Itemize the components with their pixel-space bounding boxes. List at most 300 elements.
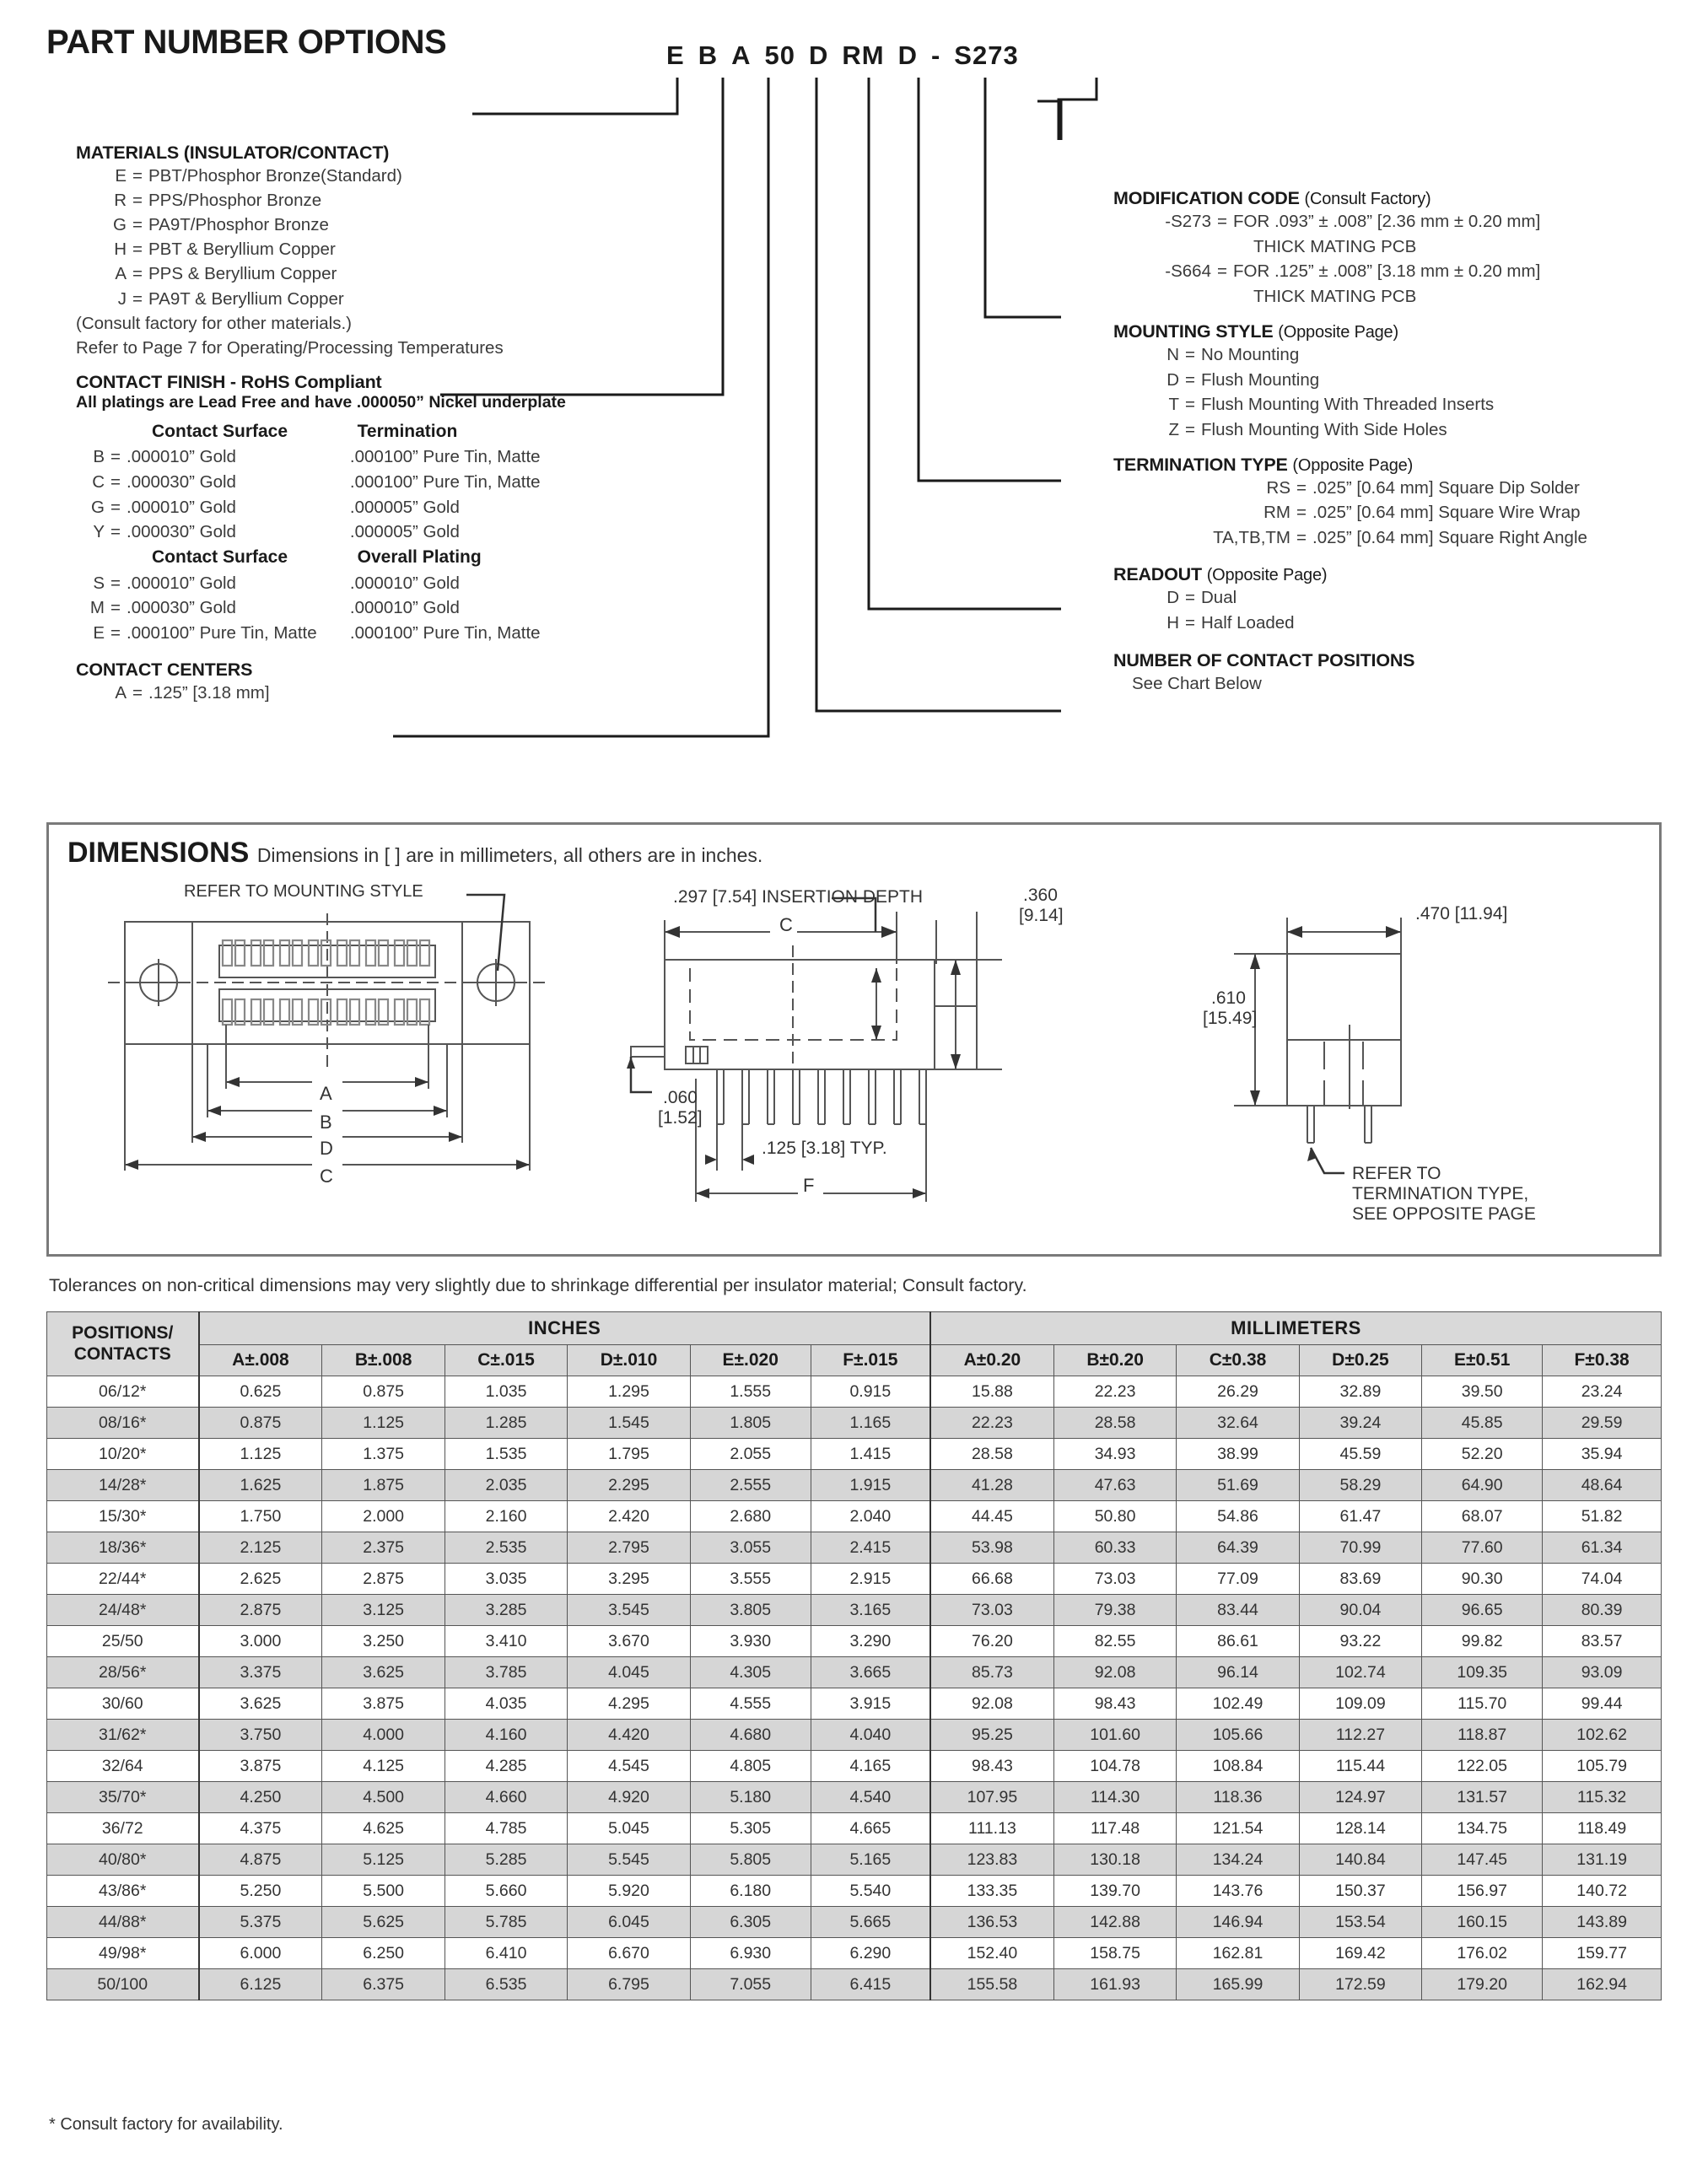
table-cell: 96.65 [1422,1595,1543,1626]
table-cell: 122.05 [1422,1751,1543,1782]
table-cell: 1.375 [322,1439,445,1470]
table-cell: 4.500 [322,1782,445,1813]
readout-option: H = Half Loaded [1161,611,1708,636]
table-cell: 146.94 [1177,1907,1299,1938]
table-cell: 3.555 [690,1564,811,1595]
option-code: E [93,623,105,643]
table-cell: 6.305 [690,1907,811,1938]
table-cell: 143.89 [1543,1907,1662,1938]
termination-ref-line1: REFER TO [1352,1164,1441,1183]
dimensions-title-text: DIMENSIONS [67,837,250,869]
table-cell: 28.58 [1053,1408,1176,1439]
mounting-style-option: N = No Mounting [1161,342,1708,368]
option-other: .000005” Gold [349,497,460,517]
table-cell: 45.85 [1422,1408,1543,1439]
heading-text: MOUNTING STYLE [1113,320,1274,342]
option-code: H [114,240,127,260]
table-cell: 73.03 [1053,1564,1176,1595]
table-cell: 2.420 [568,1501,690,1532]
contact-positions-heading: NUMBER OF CONTACT POSITIONS [1113,650,1415,671]
dim-label-f: F [803,1175,815,1196]
materials-option: H = PBT & Beryllium Copper [98,237,616,261]
termination-ref-line3: SEE OPPOSITE PAGE [1352,1204,1536,1224]
dimension-drawings [49,870,1659,1232]
pn-seg-termination: RM [842,40,885,70]
option-surface: .000010” Gold [127,573,236,593]
contact-centers-options [98,681,616,705]
table-cell: 4.805 [690,1751,811,1782]
table-cell: 118.36 [1177,1782,1299,1813]
cell-positions-contacts: 22/44* [47,1564,199,1595]
table-body [47,1376,1662,2000]
table-cell: 5.165 [811,1844,930,1876]
mounting-style-options [1161,342,1708,443]
cell-positions-contacts: 15/30* [47,1501,199,1532]
table-cell: 5.250 [199,1876,322,1907]
table-cell: 48.64 [1543,1470,1662,1501]
table-cell: 3.750 [199,1720,322,1751]
table-cell: 15.88 [930,1376,1053,1408]
table-cell: 1.750 [199,1501,322,1532]
table-cell: 83.57 [1543,1626,1662,1657]
contact-positions-note: See Chart Below [1132,674,1262,694]
col-header-b-in: B±.008 [322,1345,445,1376]
heading-text: READOUT [1113,563,1202,584]
cell-positions-contacts: 08/16* [47,1408,199,1439]
col-header-overall-plating: Overall Plating [357,547,482,568]
option-desc: FOR .125” ± .008” [3.18 mm ± 0.20 mm] [1233,261,1541,282]
table-cell: 101.60 [1053,1720,1176,1751]
table-cell: 160.15 [1422,1907,1543,1938]
option-code: B [93,447,105,467]
modification-code-option-line2: THICK MATING PCB [1253,236,1417,256]
table-cell: 6.125 [199,1969,322,2000]
table-cell: 4.305 [690,1657,811,1688]
table-cell: 1.795 [568,1439,690,1470]
table-cell: 105.66 [1177,1720,1299,1751]
table-cell: 1.125 [322,1408,445,1439]
table-cell: 96.14 [1177,1657,1299,1688]
table-cell: 1.875 [322,1470,445,1501]
option-desc: .125” [3.18 mm] [148,682,270,703]
finish-row: E = .000100” Pure Tin, Matte .000100” Pure Tin, Matte [76,621,616,646]
readout-option: D = Dual [1161,585,1708,611]
cell-positions-contacts: 49/98* [47,1938,199,1969]
table-cell: 92.08 [1053,1657,1176,1688]
table-row [47,1907,1662,1938]
table-cell: 159.77 [1543,1938,1662,1969]
materials-option: A = PPS & Beryllium Copper [98,261,616,286]
table-cell: 1.805 [690,1408,811,1439]
table-cell: 3.000 [199,1626,322,1657]
modification-code-option: -S664 = FOR .125” ± .008” [3.18 mm ± 0.20 mm] [1135,259,1708,284]
table-cell: 2.625 [199,1564,322,1595]
materials-option: J = PA9T & Beryllium Copper [98,287,616,311]
table-cell: 99.82 [1422,1626,1543,1657]
table-cell: 4.295 [568,1688,690,1720]
termination-type-option: RM = .025” [0.64 mm] Square Wire Wrap [1113,500,1708,525]
table-cell: 90.04 [1299,1595,1421,1626]
option-code: A [115,264,127,284]
dim-label-610: .610 [1211,988,1246,1008]
table-cell: 117.48 [1053,1813,1176,1844]
table-cell: 2.160 [445,1501,567,1532]
option-other: .000100” Pure Tin, Matte [349,447,541,467]
table-row [47,1501,1662,1532]
col-header-a-in: A±.008 [199,1345,322,1376]
table-cell: 99.44 [1543,1688,1662,1720]
footnote: * Consult factory for availability. [49,2115,283,2134]
table-cell: 162.94 [1543,1969,1662,2000]
positions-header-line2: CONTACTS [73,1343,171,1364]
table-cell: 3.625 [199,1688,322,1720]
table-cell: 3.035 [445,1564,567,1595]
table-cell: 134.24 [1177,1844,1299,1876]
table-cell: 2.875 [199,1595,322,1626]
table-cell: 44.45 [930,1501,1053,1532]
pn-seg-finish: B [698,40,719,70]
termination-ref-line2: TERMINATION TYPE, [1352,1184,1529,1203]
table-cell: 4.875 [199,1844,322,1876]
dim-label-060: .060 [663,1088,698,1107]
table-cell: 83.44 [1177,1595,1299,1626]
col-header-f-in: F±.015 [811,1345,930,1376]
table-cell: 93.22 [1299,1626,1421,1657]
table-cell: 3.295 [568,1564,690,1595]
table-cell: 140.72 [1543,1876,1662,1907]
table-cell: 2.125 [199,1532,322,1564]
table-cell: 3.290 [811,1626,930,1657]
col-header-b-mm: B±0.20 [1053,1345,1176,1376]
table-row [47,1876,1662,1907]
table-cell: 4.250 [199,1782,322,1813]
option-surface: .000010” Gold [127,447,236,467]
table-cell: 32.64 [1177,1408,1299,1439]
cell-positions-contacts: 24/48* [47,1595,199,1626]
option-desc: .025” [0.64 mm] Square Dip Solder [1312,477,1580,498]
table-cell: 4.785 [445,1813,567,1844]
option-code: M [89,598,105,618]
table-cell: 2.375 [322,1532,445,1564]
option-desc: PBT & Beryllium Copper [148,240,336,260]
part-number-options [46,62,1662,808]
table-row [47,1813,1662,1844]
table-cell: 58.29 [1299,1470,1421,1501]
pn-seg-readout: D [808,40,829,70]
modification-code-option: -S273 = FOR .093” ± .008” [2.36 mm ± 0.20 mm] [1135,209,1708,234]
cell-positions-contacts: 10/20* [47,1439,199,1470]
table-cell: 22.23 [930,1408,1053,1439]
table-cell: 4.285 [445,1751,567,1782]
col-header-contact-surface: Contact Surface [152,421,288,441]
table-cell: 108.84 [1177,1751,1299,1782]
table-cell: 6.250 [322,1938,445,1969]
table-cell: 2.040 [811,1501,930,1532]
table-cell: 102.62 [1543,1720,1662,1751]
cell-positions-contacts: 14/28* [47,1470,199,1501]
modification-code-option-line2: THICK MATING PCB [1253,287,1417,307]
table-cell: 1.625 [199,1470,322,1501]
table-cell: 52.20 [1422,1439,1543,1470]
dim-label-610-mm: [15.49] [1203,1009,1258,1028]
option-code: RM [1263,503,1290,523]
col-header-positions-contacts [47,1312,199,1376]
option-code: G [91,497,105,517]
table-cell: 29.59 [1543,1408,1662,1439]
table-cell: 2.415 [811,1532,930,1564]
cell-positions-contacts: 18/36* [47,1532,199,1564]
col-header-contact-surface: Contact Surface [152,547,288,568]
table-cell: 6.290 [811,1938,930,1969]
cell-positions-contacts: 06/12* [47,1376,199,1408]
option-surface: .000030” Gold [127,522,236,542]
table-cell: 73.03 [930,1595,1053,1626]
table-cell: 150.37 [1299,1876,1421,1907]
table-cell: 39.50 [1422,1376,1543,1408]
option-surface: .000030” Gold [127,472,236,493]
finish-row: S = .000010” Gold .000010” Gold [76,571,616,596]
table-cell: 4.125 [322,1751,445,1782]
table-cell: 3.875 [199,1751,322,1782]
table-cell: 4.545 [568,1751,690,1782]
col-header-e-mm: E±0.51 [1422,1345,1543,1376]
dimensions-title [49,825,1659,870]
option-desc: PBT/Phosphor Bronze(Standard) [148,166,402,186]
modification-code-heading [1113,188,1708,209]
table-cell: 131.57 [1422,1782,1543,1813]
option-desc: PPS & Beryllium Copper [148,264,337,284]
materials-options [98,164,616,311]
table-cell: 1.125 [199,1439,322,1470]
table-cell: 61.34 [1543,1532,1662,1564]
table-cell: 0.875 [199,1408,322,1439]
table-row [47,1657,1662,1688]
option-code: E [115,166,127,186]
finish-group1-header [76,419,616,444]
materials-heading: MATERIALS (INSULATOR/CONTACT) [76,143,390,163]
table-cell: 3.375 [199,1657,322,1688]
pn-seg-positions: 50 [764,40,795,70]
table-cell: 1.915 [811,1470,930,1501]
table-cell: 54.86 [1177,1501,1299,1532]
table-cell: 28.58 [930,1439,1053,1470]
table-cell: 3.285 [445,1595,567,1626]
table-cell: 2.055 [690,1439,811,1470]
table-cell: 4.040 [811,1720,930,1751]
table-cell: 118.49 [1543,1813,1662,1844]
table-cell: 95.25 [930,1720,1053,1751]
table-cell: 68.07 [1422,1501,1543,1532]
cell-positions-contacts: 25/50 [47,1626,199,1657]
table-cell: 4.625 [322,1813,445,1844]
option-desc: FOR .093” ± .008” [2.36 mm ± 0.20 mm] [1233,212,1541,231]
dim-label-c-side: C [779,914,793,935]
option-code: C [92,472,105,493]
table-cell: 98.43 [930,1751,1053,1782]
finish-row: M = .000030” Gold .000010” Gold [76,595,616,621]
table-cell: 74.04 [1543,1564,1662,1595]
table-cell: 45.59 [1299,1439,1421,1470]
table-cell: 47.63 [1053,1470,1176,1501]
table-cell: 1.165 [811,1408,930,1439]
mounting-style-option: Z = Flush Mounting With Side Holes [1161,417,1708,443]
table-cell: 85.73 [930,1657,1053,1688]
table-cell: 112.27 [1299,1720,1421,1751]
table-cell: 4.680 [690,1720,811,1751]
table-cell: 4.665 [811,1813,930,1844]
finish-group2-header [76,545,616,570]
heading-note: (Opposite Page) [1292,455,1414,475]
col-group-header-inches: INCHES [199,1312,930,1345]
table-row [47,1626,1662,1657]
table-cell: 109.35 [1422,1657,1543,1688]
option-desc: No Mounting [1201,344,1300,364]
option-surface: .000010” Gold [127,497,236,517]
option-surface: .000030” Gold [127,598,236,618]
table-cell: 165.99 [1177,1969,1299,2000]
table-cell: 41.28 [930,1470,1053,1501]
option-other: .000010” Gold [349,598,460,618]
table-row [47,1470,1662,1501]
table-cell: 4.000 [322,1720,445,1751]
option-desc: PPS/Phosphor Bronze [148,191,322,211]
table-cell: 5.305 [690,1813,811,1844]
table-cell: 156.97 [1422,1876,1543,1907]
table-cell: 82.55 [1053,1626,1176,1657]
heading-text: MODIFICATION CODE [1113,188,1300,208]
table-cell: 6.180 [690,1876,811,1907]
option-desc: Dual [1201,587,1237,607]
dim-label-b: B [320,1112,332,1133]
materials-note-1: (Consult factory for other materials.) [76,313,352,333]
options-left-column [76,143,616,705]
materials-note-2: Refer to Page 7 for Operating/Processing Temperatures [76,337,504,358]
table-head [47,1312,1662,1376]
readout-heading [1113,564,1708,585]
table-cell: 98.43 [1053,1688,1176,1720]
option-code: -S273 [1165,212,1211,231]
side-view-drawing [606,880,1179,1217]
table-cell: 140.84 [1299,1844,1421,1876]
table-cell: 86.61 [1177,1626,1299,1657]
option-code: G [113,215,127,235]
table-cell: 105.79 [1543,1751,1662,1782]
option-desc: Half Loaded [1201,612,1295,633]
contact-centers-heading: CONTACT CENTERS [76,659,253,680]
table-cell: 176.02 [1422,1938,1543,1969]
table-cell: 155.58 [930,1969,1053,2000]
dim-label-125-typ: .125 [3.18] TYP. [762,1139,887,1158]
table-cell: 6.670 [568,1938,690,1969]
option-surface: .000100” Pure Tin, Matte [127,623,317,643]
options-right-column [1113,188,1708,697]
table-cell: 80.39 [1543,1595,1662,1626]
table-cell: 5.660 [445,1876,567,1907]
cell-positions-contacts: 36/72 [47,1813,199,1844]
table-cell: 128.14 [1299,1813,1421,1844]
pn-seg-centers: A [731,40,752,70]
table-cell: 107.95 [930,1782,1053,1813]
table-cell: 115.44 [1299,1751,1421,1782]
table-group-header-row [47,1312,1662,1345]
dim-label-a: A [320,1083,332,1104]
table-cell: 3.875 [322,1688,445,1720]
table-cell: 53.98 [930,1532,1053,1564]
dimensions-box [46,822,1662,1257]
contact-finish-heading: CONTACT FINISH - RoHS Compliant [76,371,382,392]
table-cell: 79.38 [1053,1595,1176,1626]
cell-positions-contacts: 43/86* [47,1876,199,1907]
table-cell: 162.81 [1177,1938,1299,1969]
table-cell: 3.165 [811,1595,930,1626]
table-cell: 179.20 [1422,1969,1543,2000]
table-cell: 1.415 [811,1439,930,1470]
dim-label-360-mm: [9.14] [1019,906,1064,925]
table-cell: 5.920 [568,1876,690,1907]
col-header-c-mm: C±0.38 [1177,1345,1299,1376]
option-code: D [1167,587,1179,607]
table-cell: 130.18 [1053,1844,1176,1876]
cell-positions-contacts: 35/70* [47,1782,199,1813]
pn-seg-dash: - [930,40,941,70]
option-other: .000005” Gold [349,522,460,542]
table-cell: 5.500 [322,1876,445,1907]
table-cell: 123.83 [930,1844,1053,1876]
table-row [47,1782,1662,1813]
cell-positions-contacts: 30/60 [47,1688,199,1720]
table-cell: 5.540 [811,1876,930,1907]
table-row [47,1532,1662,1564]
option-code: R [114,191,127,211]
termination-type-option: RS = .025” [0.64 mm] Square Dip Solder [1113,476,1708,501]
table-row [47,1720,1662,1751]
dim-label-d: D [320,1138,333,1159]
table-cell: 5.625 [322,1907,445,1938]
table-cell: 2.915 [811,1564,930,1595]
contact-finish-subnote: All platings are Lead Free and have .000050” Nickel underplate [76,392,566,412]
col-header-a-mm: A±0.20 [930,1345,1053,1376]
table-cell: 3.915 [811,1688,930,1720]
pn-seg-modcode: S273 [954,40,1019,70]
table-cell: 104.78 [1053,1751,1176,1782]
table-cell: 1.545 [568,1408,690,1439]
table-row [47,1969,1662,2000]
table-cell: 7.055 [690,1969,811,2000]
table-cell: 4.420 [568,1720,690,1751]
finish-row: C = .000030” Gold .000100” Pure Tin, Matte [76,470,616,495]
option-other: .000100” Pure Tin, Matte [349,623,541,643]
table-cell: 124.97 [1299,1782,1421,1813]
table-cell: 102.49 [1177,1688,1299,1720]
option-other: .000100” Pure Tin, Matte [349,472,541,493]
table-cell: 66.68 [930,1564,1053,1595]
table-cell: 2.535 [445,1532,567,1564]
table-cell: 5.665 [811,1907,930,1938]
table-cell: 76.20 [930,1626,1053,1657]
table-cell: 35.94 [1543,1439,1662,1470]
table-cell: 64.39 [1177,1532,1299,1564]
table-cell: 4.035 [445,1688,567,1720]
table-cell: 109.09 [1299,1688,1421,1720]
table-cell: 4.375 [199,1813,322,1844]
table-cell: 5.805 [690,1844,811,1876]
table-cell: 5.545 [568,1844,690,1876]
dimension-chart-table [46,1311,1662,2000]
finish-row: Y = .000030” Gold .000005” Gold [76,520,616,545]
table-cell: 6.000 [199,1938,322,1969]
cell-positions-contacts: 50/100 [47,1969,199,2000]
table-cell: 26.29 [1177,1376,1299,1408]
